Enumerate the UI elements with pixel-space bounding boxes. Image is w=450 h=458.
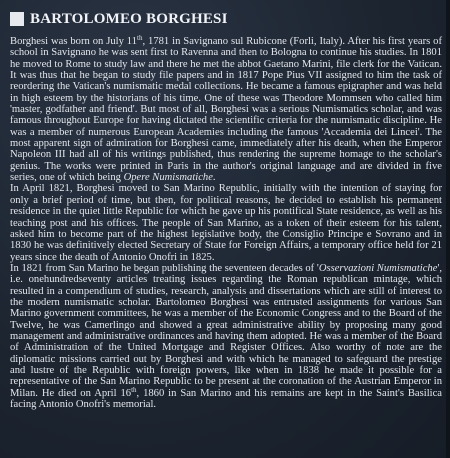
- page-edge: [446, 0, 450, 458]
- page-title: BARTOLOMEO BORGHESI: [30, 10, 228, 27]
- work-title: Osservazioni Numismatiche: [318, 262, 438, 274]
- paragraph-text: .: [212, 172, 216, 184]
- title-bullet-square: [10, 12, 24, 26]
- paragraph-text: , 1860 in San Marino and his remains are kept in the Saint's Basilica facing Antonio Onofri's memorial.: [10, 387, 442, 410]
- paragraph-text: Borghesi was born on July 11: [10, 36, 138, 47]
- paragraph-san-marino-move: [10, 183, 442, 262]
- biography-text: [10, 36, 442, 410]
- paragraph-text: , 1781 in Savignano sul Rubicone (Forli, Italy). After his first years of school in Savignano he was sent first to Ravenna and then to Bologna to continue his studies. In 1801 he moved to Rome to study law and there he met the abbot Gaetano Marini, file clerk for the Vatican. It was thus that he began to study file papers and in 1817 Pope Pius VII assigned to him the task of reordering the Vatican's numismatic medal collections. He became a famous epigrapher and was held in high esteem by the historians of his time. One of these was Theodore Mommsen who called him 'master, godfather and friend'. But most of all, Borghesi was a serious Numismatics scholar, and was famous throughout Europe for having dictated the scientific criteria for the numismatic discipline. He was a member of numerous European Academies including the famous 'Accademia dei Lincei'. The most apparent sign of admiration for Borghesi came, immediately after his death, when the Emperor Napoleon III had all of his writings published, thus rendering the supreme homage to the scholar's genius. The works were printed in Paris in the author's original language and are divided in five series, one of which being: [10, 36, 442, 184]
- paragraph-birth-and-studies: [10, 36, 442, 183]
- heading: [10, 6, 442, 32]
- paragraph-text: In 1821 from San Marino he began publishing the seventeen decades of ': [10, 262, 319, 274]
- ordinal-suffix: th: [137, 34, 143, 42]
- paragraph-publications-and-offices: [10, 263, 442, 410]
- paragraph-text: ', i.e. onehundredseventy articles treating issues regarding the Roman republican mintage, which resulted in a compendium of studies, research, analysis and dissertations which are still of interest to the modern numismatic scholar. Bartolomeo Borghesi was entrusted assignments for various San Marino government committees, he was a member of the Economic Congress and to the Board of the Twelve, he was Camerlingo and showed a great administrative ability by proposing many good management and administrative ordinances and having them adopted. He was a member of the Board of Administration of the United Mortgage and Register Offices. Also worthy of note are the diplomatic missions carried out by Borghesi and with which he managed to safeguard the prestige and lustre of the Republic with foreign powers, like when in 1838 he made it possible for a representative of the San Marino Republic to be present at the coronation of the Austrian Emperor in Milan. He died on April 16: [10, 262, 442, 399]
- work-title: Opere Numismatiche: [123, 172, 213, 184]
- paragraph-text: In April 1821, Borghesi moved to San Marino Republic, initially with the intention of staying for only a brief period of time, but then, for political reasons, he decided to establish his permanent residence in the quiet little Republic for which he gave up his pontifical State residence, as well as his teaching post and his offices. The people of San Marino, as a token of their esteem for his talent, asked him to become part of the highest legislative body, the Consiglio Principe e Sovrano and in 1830 he was definitively elected Secretary of State for Foreign Affairs, a temporary office held for 21 years since the death of Antonio Onofri in 1825.: [10, 183, 442, 263]
- ordinal-suffix: th: [131, 385, 137, 394]
